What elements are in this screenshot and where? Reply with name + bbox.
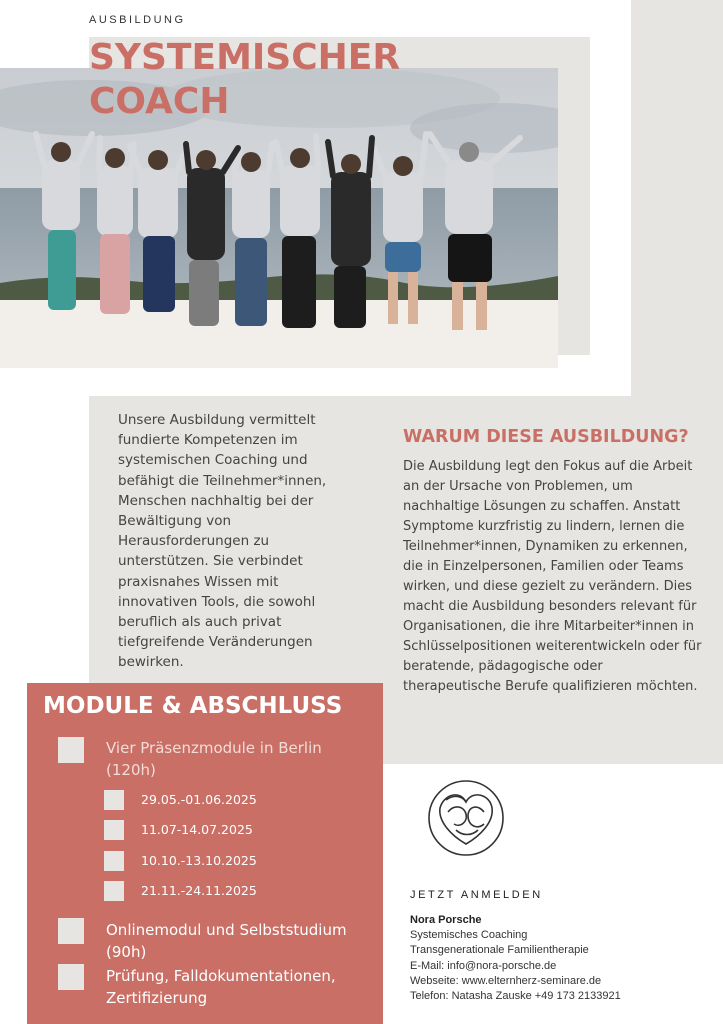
checkbox-online-module[interactable] xyxy=(58,918,84,944)
contact-line-2: Transgenerationale Familientherapie xyxy=(410,944,589,957)
online-module-text: Onlinemodul und Selbststudium (90h) xyxy=(106,921,347,961)
checkbox-exam[interactable] xyxy=(58,964,84,990)
contact-email[interactable]: E-Mail: info@nora-porsche.de xyxy=(410,959,557,972)
brand-logo-icon xyxy=(426,778,506,858)
module-date-3: 10.10.-13.10.2025 xyxy=(141,853,257,868)
checkbox-date-2[interactable] xyxy=(104,820,124,840)
contact-phone: Telefon: Natasha Zauske +49 173 2133921 xyxy=(410,990,621,1003)
contact-block xyxy=(410,913,621,1004)
why-paragraph: Die Ausbildung legt den Fokus auf die Arbeit an der Ursache von Problemen, um nachhaltige Lösungen zu schaffen. Anstatt Symptome kurzfristig zu lindern, lernen die Teilnehmer*innen, Dynamiken zu erkennen, die in Einzelpersonen, Familien oder Teams wirken, und diese gezielt zu verändern. Dies macht die Ausbildung besonders relevant für Organisationen, die ihre Mitarbeiter*innen in Schlüsselpositionen weiterentwickeln oder für beratende, pädagogische oder therapeutische Berufe qualifizieren möchten. xyxy=(403,459,702,694)
why-heading: WARUM DIESE AUSBILDUNG? xyxy=(403,427,689,447)
contact-name: Nora Porsche xyxy=(410,914,482,926)
module-date-1: 29.05.-01.06.2025 xyxy=(141,792,257,807)
contact-line-1: Systemisches Coaching xyxy=(410,929,528,942)
checkbox-date-3[interactable] xyxy=(104,851,124,871)
eyebrow-label: AUSBILDUNG xyxy=(89,14,186,26)
module-date-2: 11.07-14.07.2025 xyxy=(141,822,253,837)
register-cta: JETZT ANMELDEN xyxy=(410,889,543,901)
modules-panel xyxy=(27,683,383,1024)
intro-paragraph: Unsere Ausbildung vermittelt fundierte Kompetenzen im systemischen Coaching und befähigt die Teilnehmer*innen, Menschen nachhaltig bei der Bewältigung von Herausforderungen zu unterstützen. Sie verbindet praxisnahes Wissen mit innovativen Tools, die sowohl beruflich als auch privat tiefgreifende Veränderungen bewirken. xyxy=(118,412,327,671)
title-line-1: SYSTEMISCHER xyxy=(89,37,401,78)
checkbox-presence-modules[interactable] xyxy=(58,737,84,763)
checkbox-date-1[interactable] xyxy=(104,790,124,810)
modules-heading: MODULE & ABSCHLUSS xyxy=(43,693,343,719)
page-title xyxy=(89,36,400,124)
contact-website[interactable]: Webseite: www.elternherz-seminare.de xyxy=(410,974,602,987)
presence-modules-text: Vier Präsenzmodule in Berlin (120h) xyxy=(106,739,322,779)
title-line-2: COACH xyxy=(89,81,230,122)
checkbox-date-4[interactable] xyxy=(104,881,124,901)
background-panel-right xyxy=(631,0,723,400)
exam-text: Prüfung, Falldokumentationen, Zertifizierung xyxy=(106,967,336,1007)
module-date-4: 21.11.-24.11.2025 xyxy=(141,883,257,898)
